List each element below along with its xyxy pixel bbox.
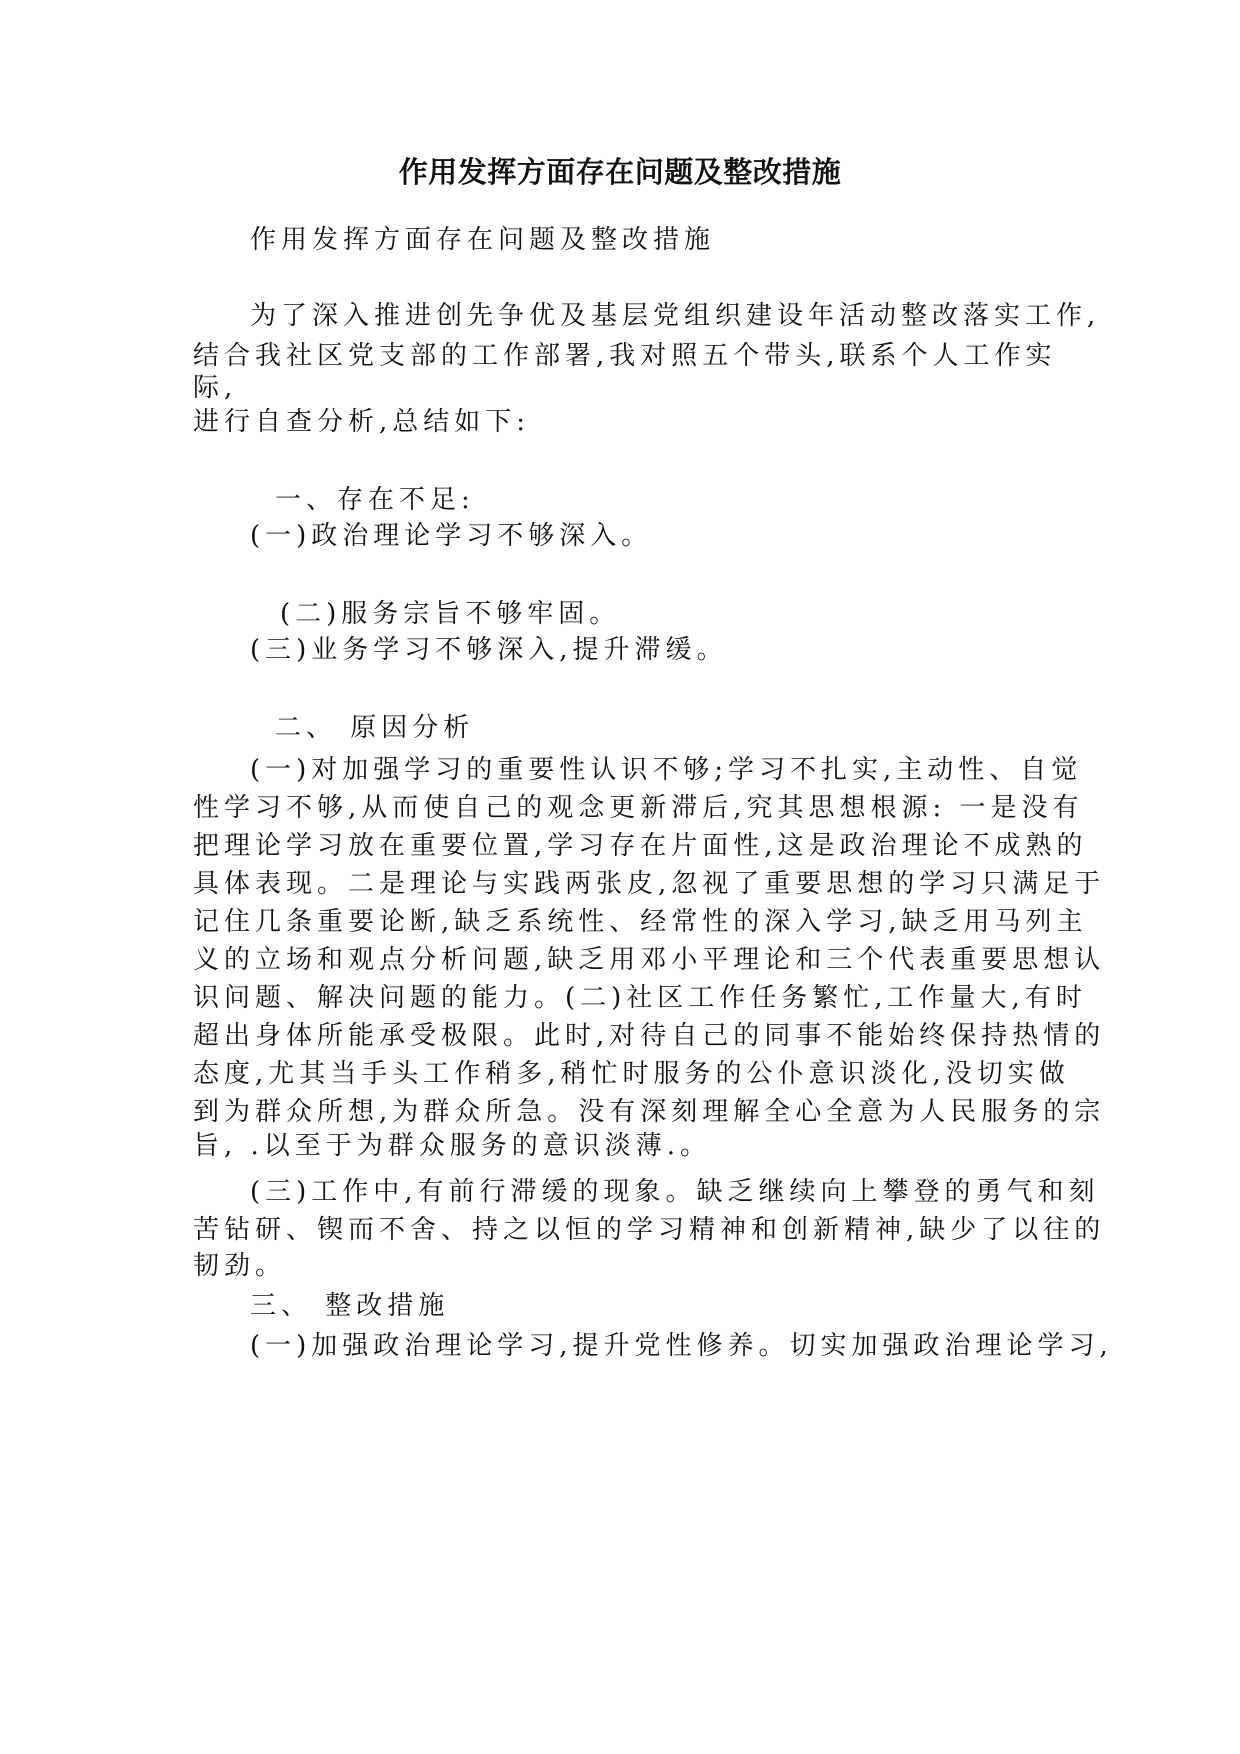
paragraph-line: 具体表现。二是理论与实践两张皮,忽视了重要思想的学习只满足于 [193, 869, 1106, 899]
paragraph-line: 旨, .以至于为群众服务的意识淡薄.。 [193, 1131, 712, 1161]
section-heading: 二、 原因分析 [275, 713, 475, 743]
paragraph-line: 超出身体所能承受极限。此时,对待自己的同事不能始终保持热情的 [193, 1021, 1106, 1051]
paragraph-line: 态度,尤其当手头工作稍多,稍忙时服务的公仆意识淡化,没切实做 [193, 1059, 1070, 1089]
list-item: (二)服务宗旨不够牢固。 [280, 599, 621, 629]
paragraph-line: 结合我社区党支部的工作部署,我对照五个带头,联系个人工作实 [193, 341, 1057, 371]
paragraph-line: (一)加强政治理论学习,提升党性修养。切实加强政治理论学习, [250, 1331, 1113, 1361]
list-item: (三)业务学习不够深入,提升滞缓。 [250, 635, 728, 665]
section-heading: 三、 整改措施 [250, 1291, 450, 1321]
paragraph-line: 把理论学习放在重要位置,学习存在片面性,这是政治理论不成熟的 [193, 831, 1088, 861]
document-subtitle: 作用发挥方面存在问题及整改措施 [250, 225, 716, 255]
section-heading: 一、存在不足: [275, 485, 475, 515]
paragraph-line: 性学习不够,从而使自己的观念更新滞后,究其思想根源: 一是没有 [193, 793, 1084, 823]
paragraph-line: 记住几条重要论断,缺乏系统性、经常性的深入学习,缺乏用马列主 [193, 907, 1088, 937]
paragraph-line: 韧劲。 [193, 1251, 287, 1281]
paragraph-line: 义的立场和观点分析问题,缺乏用邓小平理论和三个代表重要思想认 [193, 945, 1106, 975]
document-title: 作用发挥方面存在问题及整改措施 [398, 155, 842, 189]
paragraph-line: 为了深入推进创先争优及基层党组织建设年活动整改落实工作, [250, 301, 1101, 331]
paragraph-line: 苦钻研、锲而不舍、持之以恒的学习精神和创新精神,缺少了以往的 [193, 1215, 1106, 1245]
list-item: (一)政治理论学习不够深入。 [250, 521, 653, 551]
paragraph-line: (一)对加强学习的重要性认识不够;学习不扎实,主动性、自觉 [250, 755, 1083, 785]
paragraph-line: 进行自查分析,总结如下: [193, 407, 531, 437]
paragraph-line: 际, [193, 373, 238, 403]
paragraph-line: 识问题、解决问题的能力。(二)社区工作任务繁忙,工作量大,有时 [193, 983, 1087, 1013]
paragraph-line: (三)工作中,有前行滞缓的现象。缺乏继续向上攀登的勇气和刻 [250, 1177, 1100, 1207]
paragraph-line: 到为群众所想,为群众所急。没有深刻理解全心全意为人民服务的宗 [193, 1097, 1106, 1127]
